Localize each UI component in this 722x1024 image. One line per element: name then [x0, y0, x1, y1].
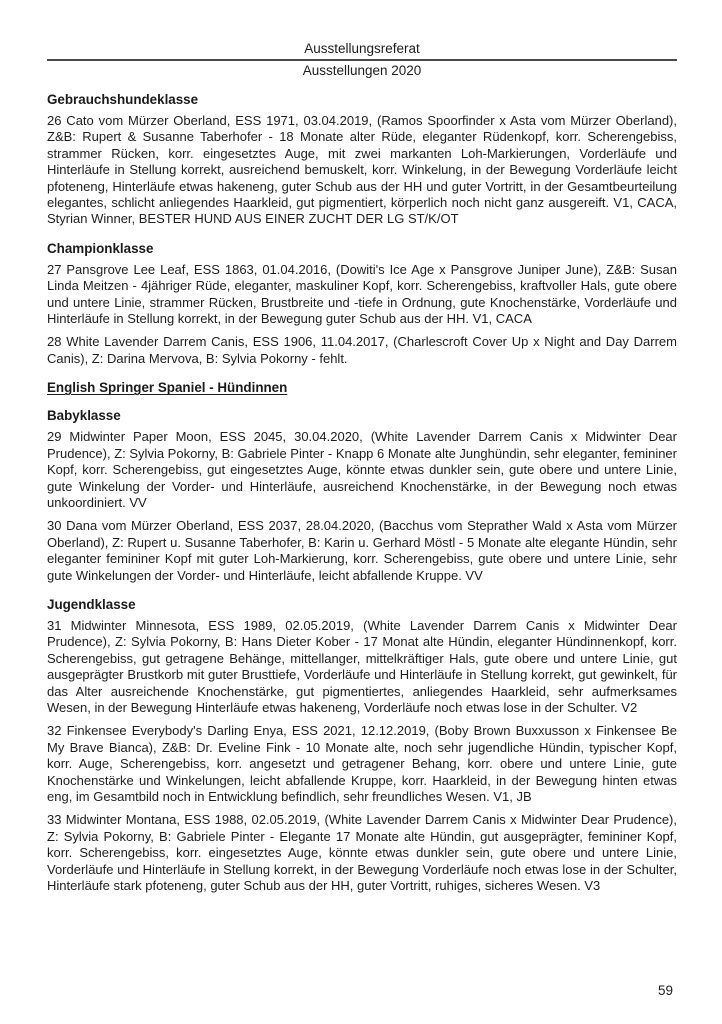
heading-english-springer-spaniel-huendinnen: English Springer Spaniel - Hündinnen	[47, 380, 288, 396]
page-number: 59	[657, 983, 673, 998]
entry-30-dana-vom-muerzer-oberland: 30 Dana vom Mürzer Oberland, ESS 2037, 28.04.2020, (Bacchus vom Steprather Wald x Asta vom Mürzer Oberland), Z: Rupert u. Susanne Taberhofer, B: Karin u. Gerhard Möstl - 5 Monate alte elegante Hündin, sehr eleganter femininer Kopf mit guter Loh-Markierung, korr. Scherengebiss, gute obere und untere Linie, sehr gute Winkelungen der Vorder- und Hinterläufe, leicht abfallende Kruppe. VV	[47, 518, 677, 583]
entry-28-white-lavender-darrem-canis: 28 White Lavender Darrem Canis, ESS 1906, 11.04.2017, (Charlescroft Cover Up x Night and Day Darrem Canis), Z: Darina Mervova, B: Sylvia Pokorny - fehlt.	[47, 334, 677, 366]
heading-gebrauchshundeklasse: Gebrauchshundeklasse	[47, 92, 199, 107]
header-title: Ausstellungsreferat	[304, 41, 420, 56]
page-header	[47, 40, 677, 79]
entry-32-finkensee-everybodys-darling-enya: 32 Finkensee Everybody's Darling Enya, ESS 2021, 12.12.2019, (Boby Brown Buxxusson x Finkensee Be My Brave Bianca), Z&B: Dr. Eveline Fink - 10 Monate alte, noch sehr jugendliche Hündin, typischer Kopf, korr. Auge, Scherengebiss, korr. angesetzt und getragener Behang, korr. obere und untere Linie, gute Knochenstärke und Winkelungen, leicht abfallende Kruppe, korr. Haarkleid, in der Bewegung hinten etwas eng, im Gesamtbild noch in Entwicklung befindlich, sehr freundliches Wesen. V1, JB	[47, 723, 677, 804]
header-divider	[47, 59, 677, 61]
entry-27-pansgrove-lee-leaf: 27 Pansgrove Lee Leaf, ESS 1863, 01.04.2016, (Dowiti's Ice Age x Pansgrove Juniper June), Z&B: Susan Linda Meitzen - 4jähriger Rüde, eleganter, maskuliner Kopf, korr. Scherengebiss, kraftvoller Hals, gute obere und untere Linie, strammer Rücken, Brustbreite und -tiefe in Ordnung, gute Knochenstärke, Vorderläufe und Hinterläufe in Stellung korrekt, in der Bewegung guter Schub aus der HH. V1, CACA	[47, 261, 677, 327]
heading-jugendklasse: Jugendklasse	[47, 596, 136, 612]
text-column	[47, 40, 677, 901]
heading-championklasse: Championklasse	[47, 240, 154, 256]
document-body	[47, 92, 677, 894]
entry-31-midwinter-minnesota: 31 Midwinter Minnesota, ESS 1989, 02.05.2019, (White Lavender Darrem Canis x Midwinter Dear Prudence), Z: Sylvia Pokorny, B: Hans Dieter Kober - 17 Monat alte Hündin, eleganter Hündinnenkopf, korr. Scherengebiss, gut getragene Behänge, mittellanger, mittelkräftiger Hals, gute obere und untere Linie, gut ausgeprägter Brustkorb mit guter Brusttiefe, Vorderläufe und Hinterläufe in Stellung korrekt, gut gewinkelt, für das Alter ausreichende Knochenstärke, gut pigmentiertes, anliegendes Haarkleid, sehr aufmerksames Wesen, in der Bewegung Hinterläufe etwas hakeneng, Vorderläufe noch etwas lose in der Schulter. V2	[47, 617, 677, 715]
entry-26-cato-vom-muerzer-oberland: 26 Cato vom Mürzer Oberland, ESS 1971, 03.04.2019, (Ramos Spoorfinder x Asta vom Mürzer Oberland), Z&B: Rupert & Susanne Taberhofer - 18 Monate alter Rüde, eleganter Rüdenkopf, korr. Scherengebiss, strammer Rücken, korr. eingesetztes Auge, mit zwei markanten Loh-Markierungen, Vorderläufe und Hinterläufe in Stellung korrekt, ausreichend bemuskelt, korr. Winkelung, in der Bewegung Vorderläufe leicht pfoteneng, Hinterläufe etwas hakeneng, guter Schub aus der HH und guter Vortritt, in der Gesamtbeurteilung elegantes, schlicht anliegendes Haarkleid, gut pigmentiert, körperlich noch nicht ganz ausgereift. V1, CACA, Styrian Winner, BESTER HUND AUS EINER ZUCHT DER LG ST/K/OT	[47, 113, 677, 227]
entry-29-midwinter-paper-moon: 29 Midwinter Paper Moon, ESS 2045, 30.04.2020, (White Lavender Darrem Canis x Midwinter Dear Prudence), Z: Sylvia Pokorny, B: Gabriele Pinter - Knapp 6 Monate alte Junghündin, sehr eleganter, femininer Kopf, korr. Scherengebiss, gut eingesetztes Auge, könnte etwas dunkler sein, gute obere und untere Linie, gute Winkelung der Vorder- und Hinterläufe, ausreichend Knochenstärke, in der Bewegung noch etwas unkoordiniert. VV	[47, 429, 677, 510]
header-subtitle: Ausstellungen 2020	[302, 63, 422, 78]
entry-33-midwinter-montana: 33 Midwinter Montana, ESS 1988, 02.05.2019, (White Lavender Darrem Canis x Midwinter Dear Prudence), Z: Sylvia Pokorny, B: Gabriele Pinter - Elegante 17 Monate alte Hündin, gut ausgeprägter, femininer Kopf, korr. Scherengebiss, korr. eingesetztes Auge, könnte etwas dunkler sein, gute obere und untere Linie, Vorderläufe und Hinterläufe in Stellung korrekt, in der Bewegung Vorderläufe noch etwas lose in der Schulter, Hinterläufe stark pfoteneng, guter Schub aus der HH, guter Vortritt, ruhiges, sicheres Wesen. V3	[47, 812, 677, 894]
heading-babyklasse: Babyklasse	[47, 408, 121, 424]
